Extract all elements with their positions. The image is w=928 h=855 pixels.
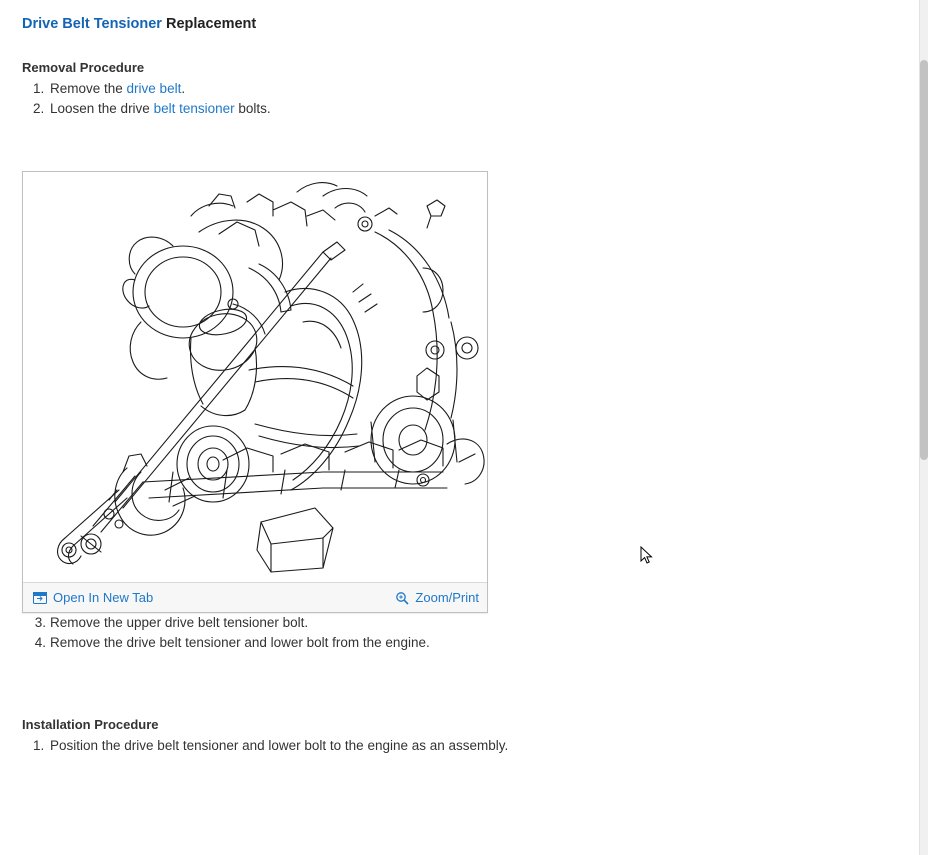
zoom-print-label: Zoom/Print <box>415 590 479 605</box>
vertical-scrollbar[interactable] <box>920 0 928 855</box>
open-in-new-tab-label: Open In New Tab <box>53 590 154 605</box>
removal-steps-continued-list <box>22 613 898 653</box>
list-item: 1. Position the drive belt tensioner and lower bolt to the engine as an assembly. <box>48 736 898 756</box>
removal-steps-list <box>22 79 898 119</box>
installation-procedure-heading: Installation Procedure <box>22 717 159 732</box>
removal-procedure-heading: Removal Procedure <box>22 60 145 75</box>
page-title <box>22 14 898 34</box>
installation-steps-list <box>22 736 898 756</box>
step-text-pre: Remove the <box>50 81 127 96</box>
list-item: Remove the upper drive belt tensioner bolt. <box>50 615 309 630</box>
figure-toolbar <box>23 582 487 612</box>
open-in-new-tab-button[interactable] <box>33 590 153 605</box>
magnifier-icon <box>395 591 409 605</box>
step-text-pre: Loosen the drive <box>50 101 154 116</box>
scrollbar-thumb[interactable] <box>920 60 928 460</box>
zoom-print-button[interactable] <box>395 590 479 605</box>
figure-container <box>22 171 488 613</box>
page-title-rest: Replacement <box>161 16 257 32</box>
list-item <box>48 99 898 119</box>
step-text-post: . <box>181 81 186 96</box>
figure-image[interactable] <box>23 172 487 582</box>
belt-tensioner-link[interactable]: belt tensioner <box>153 101 235 116</box>
list-item <box>48 79 898 99</box>
page-title-link-part: Drive Belt Tensioner <box>22 16 162 32</box>
list-item: Remove the drive belt tensioner and lower bolt from the engine. <box>50 635 430 650</box>
new-tab-icon <box>33 591 47 605</box>
step-text-post: bolts. <box>234 101 271 116</box>
drive-belt-link[interactable]: drive belt <box>126 81 182 96</box>
